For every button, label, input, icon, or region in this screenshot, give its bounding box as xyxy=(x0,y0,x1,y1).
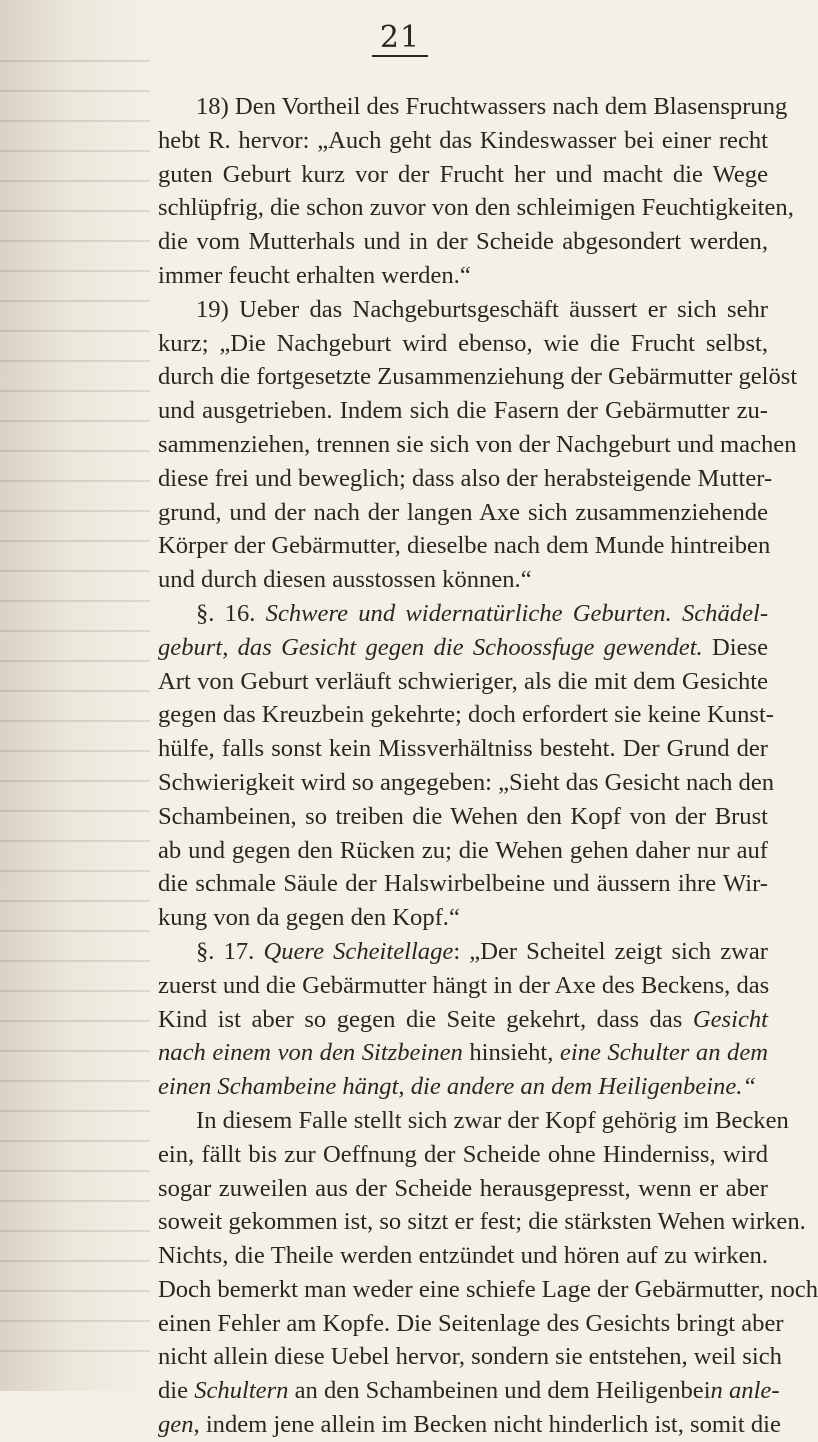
page-number-text: 21 xyxy=(372,20,428,57)
text-line: 19) Ueber das Nachgeburtsgeschäft äussert er sich sehr xyxy=(196,295,768,323)
text-line: Art von Geburt verläuft schwieriger, als die mit dem Gesichte xyxy=(158,667,768,695)
text-line: sogar zuweilen aus der Scheide herausgepresst, wenn er aber xyxy=(158,1174,768,1202)
body-text xyxy=(158,90,818,1442)
text-line: grund, und der nach der langen Axe sich zusammenziehende xyxy=(158,498,768,526)
text-line: zuerst und die Gebärmutter hängt in der Axe des Beckens, das xyxy=(158,971,770,999)
text-line: ab und gegen den Rücken zu; die Wehen gehen daher nur auf xyxy=(158,836,768,864)
text-line: die schmale Säule der Halswirbelbeine und äussern ihre Wir- xyxy=(158,870,768,898)
text-line: Doch bemerkt man weder eine schiefe Lage der Gebärmutter, noch xyxy=(158,1275,818,1303)
text-line: einen Schambeine hängt, die andere an dem Heiligenbeine.“ xyxy=(158,1073,757,1101)
bleed-through-marks xyxy=(0,60,150,1360)
text-line: soweit gekommen ist, so sitzt er fest; die stärksten Wehen wirken. xyxy=(158,1208,806,1236)
text-line: Kind ist aber so gegen die Seite gekehrt, dass das Gesicht xyxy=(158,1005,768,1033)
text-line: Schwierigkeit wird so angegeben: „Sieht das Gesicht nach den xyxy=(158,768,775,796)
text-line: Nichts, die Theile werden entzündet und hören auf zu wirken. xyxy=(158,1242,768,1270)
text-line: kung von da gegen den Kopf.“ xyxy=(158,904,460,932)
text-line: guten Geburt kurz vor der Frucht her und macht die Wege xyxy=(158,160,768,188)
text-line: und durch diesen ausstossen können.“ xyxy=(158,566,532,594)
text-line: ein, fällt bis zur Oeffnung der Scheide ohne Hinderniss, wird xyxy=(158,1140,768,1168)
text-line: diese frei und beweglich; dass also der herabsteigende Mutter- xyxy=(158,464,773,492)
text-line: einen Fehler am Kopfe. Die Seitenlage des Gesichts bringt aber xyxy=(158,1309,784,1337)
text-line: In diesem Falle stellt sich zwar der Kopf gehörig im Becken xyxy=(196,1106,789,1134)
text-line: gen, indem jene allein im Becken nicht hinderlich ist, somit die xyxy=(158,1411,781,1439)
text-line: durch die fortgesetzte Zusammenziehung der Gebärmutter gelöst xyxy=(158,363,798,391)
text-line: kurz; „Die Nachgeburt wird ebenso, wie die Frucht selbst, xyxy=(158,329,768,357)
text-line: und ausgetrieben. Indem sich die Fasern der Gebärmutter zu- xyxy=(158,397,768,425)
text-line: schlüpfrig, die schon zuvor von den schleimigen Feuchtigkeiten, xyxy=(158,194,794,222)
text-line: Schambeinen, so treiben die Wehen den Kopf von der Brust xyxy=(158,802,768,830)
text-line: die Schultern an den Schambeinen und dem Heiligenbein anle- xyxy=(158,1377,780,1405)
text-line: die vom Mutterhals und in der Scheide abgesondert werden, xyxy=(158,228,768,256)
text-line: 18) Den Vortheil des Fruchtwassers nach dem Blasensprung xyxy=(196,93,788,120)
text-line: geburt, das Gesicht gegen die Schoossfuge gewendet. Diese xyxy=(158,633,768,661)
text-line: hebt R. hervor: „Auch geht das Kindeswasser bei einer recht xyxy=(158,126,768,154)
text-line: nach einem von den Sitzbeinen hinsieht, eine Schulter an dem xyxy=(158,1039,769,1067)
text-line: immer feucht erhalten werden.“ xyxy=(158,261,471,289)
text-line: §. 16. Schwere und widernatürliche Geburten. Schädel- xyxy=(196,599,769,627)
text-line: nicht allein diese Uebel hervor, sondern sie entstehen, weil sich xyxy=(158,1343,782,1371)
text-line: hülfe, falls sonst kein Missverhältniss besteht. Der Grund der xyxy=(158,735,768,763)
page-number xyxy=(0,20,800,57)
text-line: §. 17. Quere Scheitellage: „Der Scheitel zeigt sich zwar xyxy=(196,937,768,965)
text-line: sammenziehen, trennen sie sich von der Nachgeburt und machen xyxy=(158,430,797,458)
text-line: Körper der Gebärmutter, dieselbe nach dem Munde hintreiben xyxy=(158,532,771,560)
text-line: gegen das Kreuzbein gekehrte; doch erfordert sie keine Kunst- xyxy=(158,701,774,729)
